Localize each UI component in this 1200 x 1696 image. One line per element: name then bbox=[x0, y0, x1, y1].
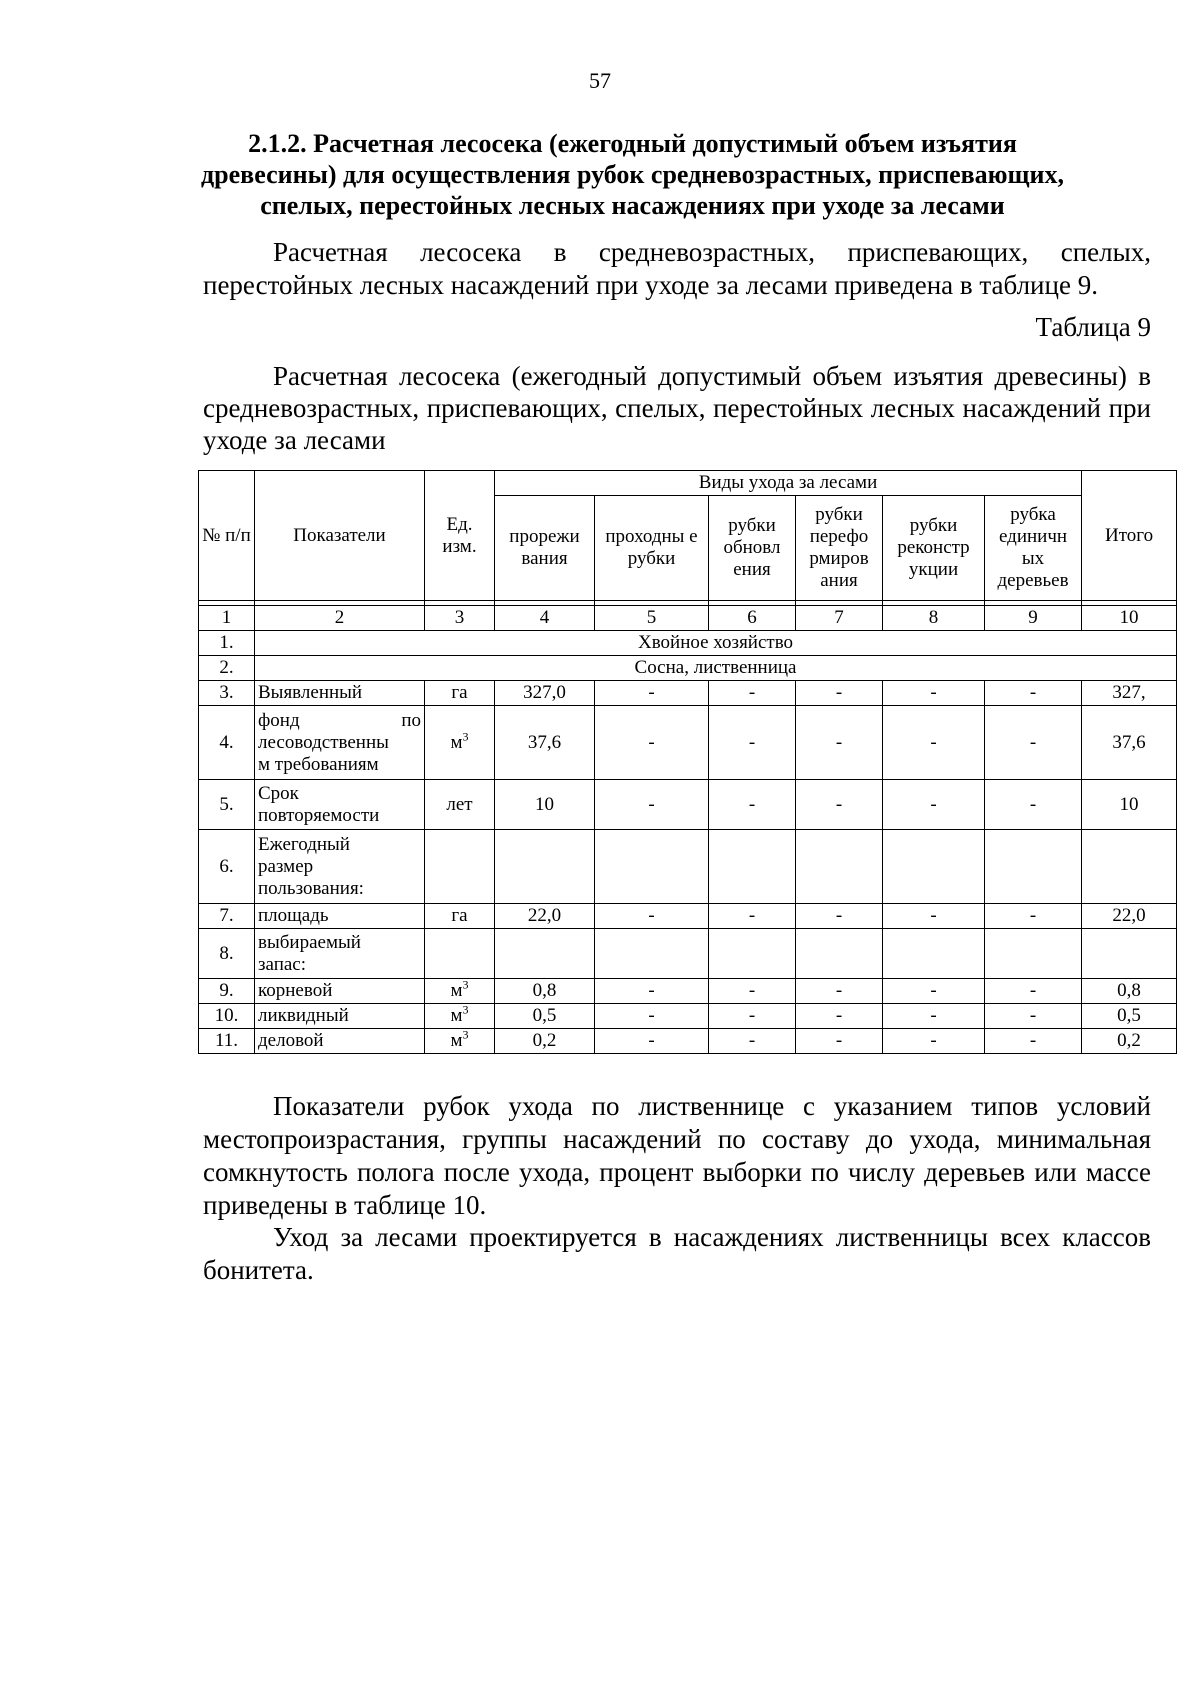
row-indicator: деловой bbox=[255, 1029, 425, 1054]
row-num: 9. bbox=[199, 979, 255, 1004]
row-unit bbox=[425, 706, 495, 780]
unit-text: м bbox=[450, 731, 463, 753]
cell-passage: - bbox=[595, 706, 709, 780]
row-indicator bbox=[255, 706, 425, 780]
indicator-text: размер bbox=[258, 855, 314, 877]
col-number: 6 bbox=[709, 606, 796, 631]
cell-single: - bbox=[985, 780, 1082, 830]
section-row bbox=[199, 656, 1177, 681]
section-heading: 2.1.2. Расчетная лесосека (ежегодный допустимый объем изъятия древесины) для осуществления рубок средневозрастных, приспевающих, спелых, перестойных лесных насаждениях при уходе за лесами bbox=[201, 129, 1064, 220]
row-indicator: ликвидный bbox=[255, 1004, 425, 1029]
table-row bbox=[199, 979, 1177, 1004]
cell-total: 22,0 bbox=[1082, 904, 1177, 929]
section-label: Сосна, лиственница bbox=[255, 656, 1177, 681]
indicator-text: Ежегодный bbox=[258, 833, 350, 855]
cell-single: - bbox=[985, 706, 1082, 780]
row-unit: га bbox=[425, 681, 495, 706]
cell-reconstr: - bbox=[883, 780, 985, 830]
table-row bbox=[199, 1004, 1177, 1029]
unit-text: м bbox=[450, 1005, 463, 1026]
header-group: Виды ухода за лесами bbox=[495, 471, 1082, 496]
cell-renewal: - bbox=[709, 780, 796, 830]
col-number: 2 bbox=[255, 606, 425, 631]
table-row bbox=[199, 706, 1177, 780]
cell-thinning: 37,6 bbox=[495, 706, 595, 780]
row-indicator bbox=[255, 929, 425, 979]
table-row bbox=[199, 1029, 1177, 1054]
row-indicator: площадь bbox=[255, 904, 425, 929]
indicator-text: запас: bbox=[258, 953, 307, 975]
table-row bbox=[199, 830, 1177, 904]
header-indicator: Показатели bbox=[255, 471, 425, 601]
col-number: 10 bbox=[1082, 606, 1177, 631]
col-number: 5 bbox=[595, 606, 709, 631]
cell-total: 10 bbox=[1082, 780, 1177, 830]
section-label: Хвойное хозяйство bbox=[255, 631, 1177, 656]
row-indicator bbox=[255, 780, 425, 830]
row-num: 10. bbox=[199, 1004, 255, 1029]
table-row bbox=[199, 929, 1177, 979]
row-unit bbox=[425, 1029, 495, 1054]
cell-reconstr: - bbox=[883, 681, 985, 706]
row-num: 11. bbox=[199, 1029, 255, 1054]
cell-passage: - bbox=[595, 1029, 709, 1054]
header-passage: проходны е рубки bbox=[595, 496, 709, 601]
indicator-text: Срок bbox=[258, 782, 299, 804]
cell-renewal: - bbox=[709, 1029, 796, 1054]
cell-reconstr: - bbox=[883, 1029, 985, 1054]
cell-passage: - bbox=[595, 979, 709, 1004]
harvest-table bbox=[198, 470, 1177, 1054]
indicator-text: лесоводственны bbox=[258, 731, 389, 753]
cell-thinning: 0,5 bbox=[495, 1004, 595, 1029]
row-num: 6. bbox=[199, 830, 255, 904]
cell-thinning: 0,8 bbox=[495, 979, 595, 1004]
cell-reconstr: - bbox=[883, 1004, 985, 1029]
cell-reform: - bbox=[796, 904, 883, 929]
cell-renewal: - bbox=[709, 681, 796, 706]
cell-reform: - bbox=[796, 681, 883, 706]
row-num: 8. bbox=[199, 929, 255, 979]
header-num: № п/п bbox=[199, 471, 255, 601]
row-num: 2. bbox=[199, 656, 255, 681]
cell-passage: - bbox=[595, 904, 709, 929]
cell-reform: - bbox=[796, 706, 883, 780]
indicator-text: выбираемый bbox=[258, 931, 361, 953]
cell-passage: - bbox=[595, 780, 709, 830]
row-unit bbox=[425, 979, 495, 1004]
cell-total: 37,6 bbox=[1082, 706, 1177, 780]
cell-renewal: - bbox=[709, 1004, 796, 1029]
cell-total: 0,2 bbox=[1082, 1029, 1177, 1054]
header-total: Итого bbox=[1082, 471, 1177, 601]
cell-renewal: - bbox=[709, 904, 796, 929]
cell-thinning: 0,2 bbox=[495, 1029, 595, 1054]
intro-paragraph: Расчетная лесосека в средневозрастных, приспевающих, спелых, перестойных лесных насаждений при уходе за лесами приведена в таблице 9. bbox=[203, 237, 1151, 300]
cell-thinning: 22,0 bbox=[495, 904, 595, 929]
table-row bbox=[199, 681, 1177, 706]
indicator-text: повторяемости bbox=[258, 804, 380, 826]
cell-reform: - bbox=[796, 1029, 883, 1054]
cell-single: - bbox=[985, 1029, 1082, 1054]
cell-total: 0,8 bbox=[1082, 979, 1177, 1004]
header-unit: Ед. изм. bbox=[425, 471, 495, 601]
page-number: 57 bbox=[589, 68, 611, 93]
cell-reconstr: - bbox=[883, 706, 985, 780]
cell-reconstr: - bbox=[883, 979, 985, 1004]
col-number: 3 bbox=[425, 606, 495, 631]
cell-single: - bbox=[985, 1004, 1082, 1029]
column-number-row bbox=[199, 606, 1177, 631]
cell-thinning: 327,0 bbox=[495, 681, 595, 706]
indicator-text: фонд bbox=[258, 709, 300, 731]
cell-single: - bbox=[985, 904, 1082, 929]
unit-superscript: 3 bbox=[462, 977, 469, 992]
cell-reconstr: - bbox=[883, 904, 985, 929]
header-renewal: рубки обновл ения bbox=[709, 496, 796, 601]
paragraph-table10: Показатели рубок ухода по лиственнице с указанием типов условий местопроизрастания, группы насаждений по составу до ухода, минимальная сомкнутость полога после ухода, процент выборки по числу деревьев или массе приведены в таблице 10. bbox=[203, 1091, 1151, 1220]
indicator-text: по bbox=[401, 709, 421, 731]
section-row bbox=[199, 631, 1177, 656]
row-num: 7. bbox=[199, 904, 255, 929]
row-unit: лет bbox=[425, 780, 495, 830]
header-reform: рубки перефо рмиров ания bbox=[796, 496, 883, 601]
header-reconstr: рубки реконстр укции bbox=[883, 496, 985, 601]
cell-passage: - bbox=[595, 681, 709, 706]
cell-reform: - bbox=[796, 780, 883, 830]
cell-total: 0,5 bbox=[1082, 1004, 1177, 1029]
row-num: 4. bbox=[199, 706, 255, 780]
table-label: Таблица 9 bbox=[1035, 312, 1151, 342]
row-num: 3. bbox=[199, 681, 255, 706]
unit-superscript: 3 bbox=[462, 1027, 469, 1042]
row-indicator bbox=[255, 830, 425, 904]
col-number: 9 bbox=[985, 606, 1082, 631]
indicator-text: пользования: bbox=[258, 877, 364, 899]
header-thinning: прорежи вания bbox=[495, 496, 595, 601]
cell-renewal: - bbox=[709, 706, 796, 780]
row-unit: га bbox=[425, 904, 495, 929]
row-unit bbox=[425, 1004, 495, 1029]
col-number: 4 bbox=[495, 606, 595, 631]
cell-reform: - bbox=[796, 979, 883, 1004]
unit-superscript: 3 bbox=[462, 1002, 469, 1017]
cell-passage: - bbox=[595, 1004, 709, 1029]
row-num: 1. bbox=[199, 631, 255, 656]
header-single: рубка единичн ых деревьев bbox=[985, 496, 1082, 601]
row-num: 5. bbox=[199, 780, 255, 830]
cell-reform: - bbox=[796, 1004, 883, 1029]
unit-text: м bbox=[450, 980, 463, 1001]
table-caption: Расчетная лесосека (ежегодный допустимый объем изъятия древесины) в средневозрастных, приспевающих, спелых, перестойных лесных насаждений при уходе за лесами bbox=[203, 361, 1151, 455]
unit-text: м bbox=[450, 1030, 463, 1051]
indicator-text: м требованиям bbox=[258, 753, 379, 775]
row-indicator: Выявленный bbox=[255, 681, 425, 706]
cell-single: - bbox=[985, 681, 1082, 706]
table-row bbox=[199, 780, 1177, 830]
col-number: 8 bbox=[883, 606, 985, 631]
cell-renewal: - bbox=[709, 979, 796, 1004]
cell-thinning: 10 bbox=[495, 780, 595, 830]
table-row bbox=[199, 904, 1177, 929]
col-number: 7 bbox=[796, 606, 883, 631]
cell-total: 327, bbox=[1082, 681, 1177, 706]
col-number: 1 bbox=[199, 606, 255, 631]
cell-single: - bbox=[985, 979, 1082, 1004]
paragraph-care: Уход за лесами проектируется в насаждениях лиственницы всех классов бонитета. bbox=[203, 1222, 1151, 1285]
row-indicator: корневой bbox=[255, 979, 425, 1004]
unit-superscript: 3 bbox=[462, 729, 469, 744]
